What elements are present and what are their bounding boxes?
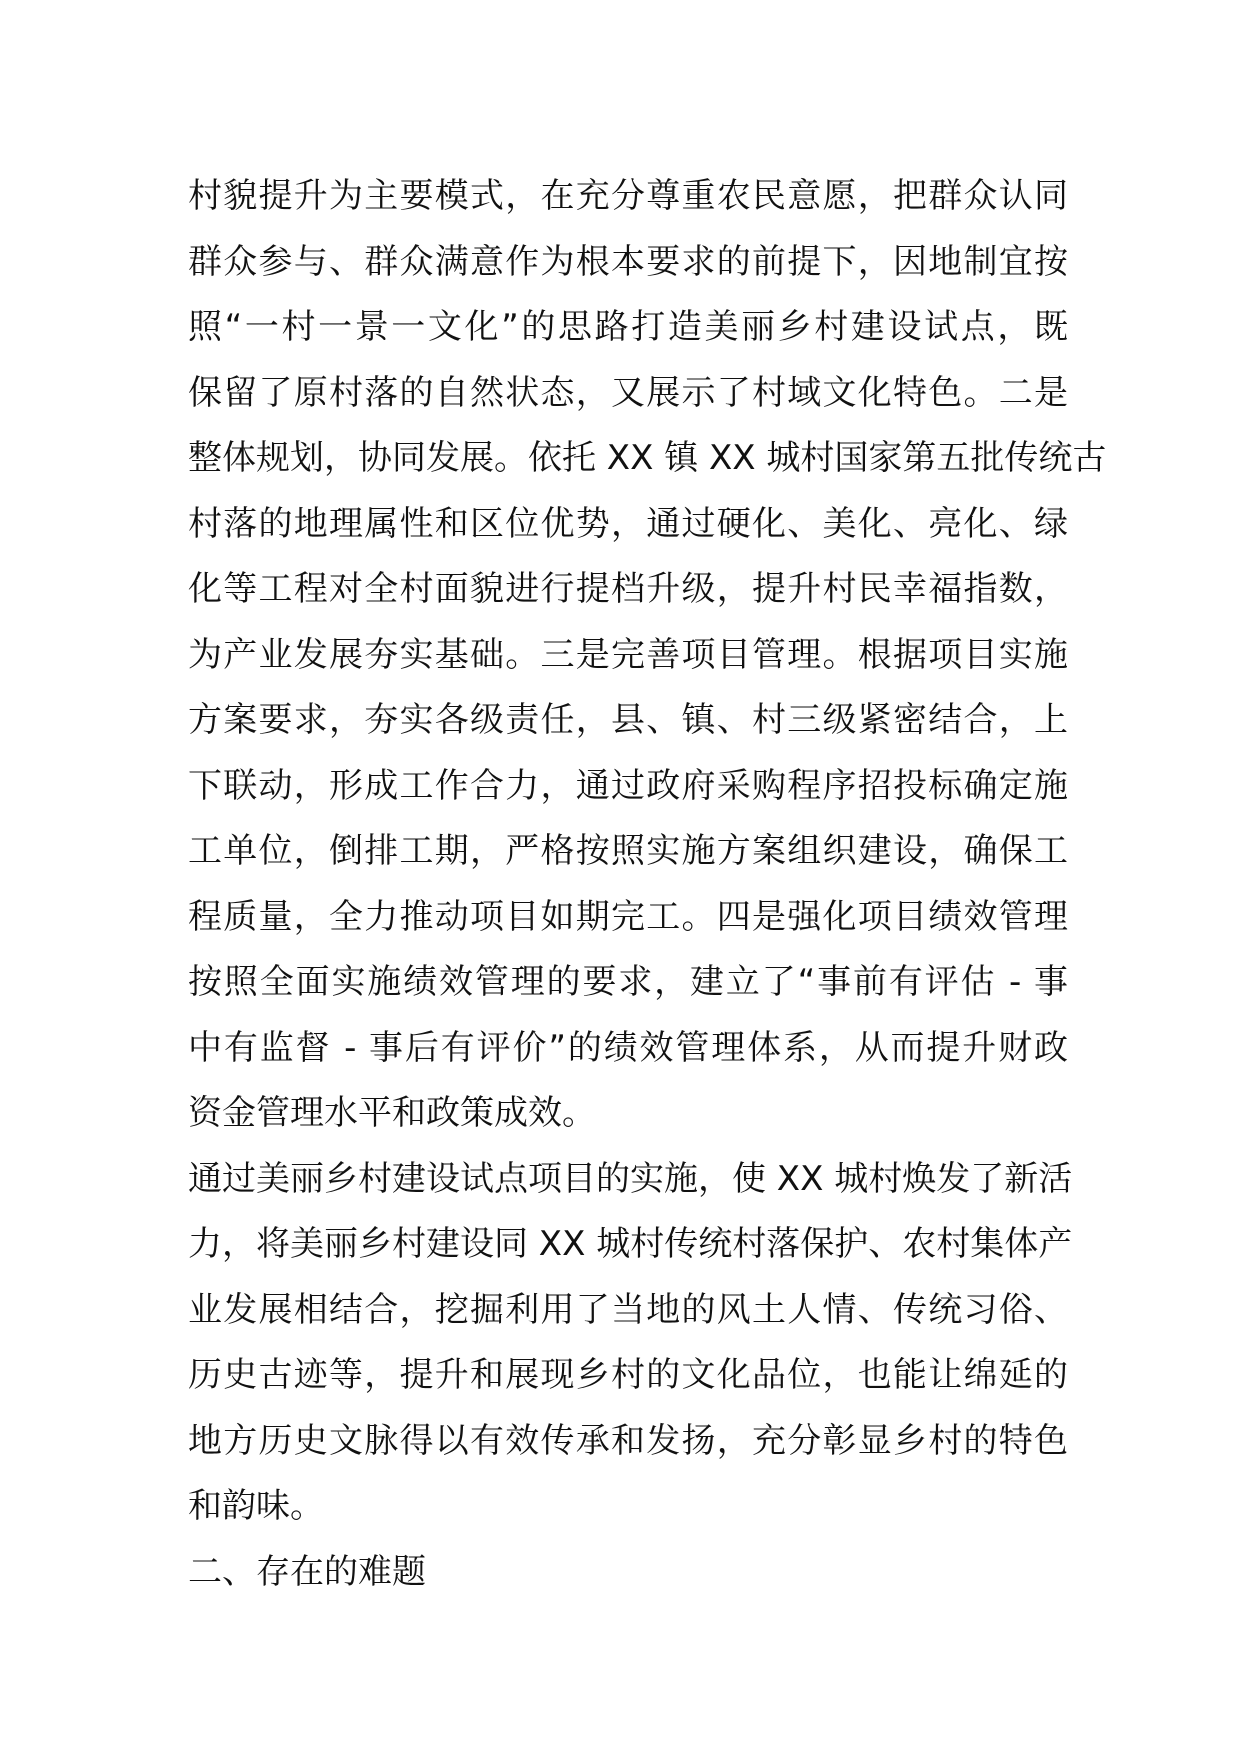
text-line: 保留了原村落的自然状态，又展示了村域文化特色。二是 bbox=[188, 372, 1068, 413]
text-line: 力，将美丽乡村建设同 XX 城村传统村落保护、农村集体产 bbox=[188, 1224, 1073, 1264]
text-line: 地方历史文脉得以有效传承和发扬，充分彰显乡村的特色 bbox=[188, 1420, 1068, 1461]
text-line: 为产业发展夯实基础。三是完善项目管理。根据项目实施 bbox=[188, 634, 1068, 675]
text-line: 群众参与、群众满意作为根本要求的前提下，因地制宜按 bbox=[188, 241, 1068, 282]
text-line: 工单位，倒排工期，严格按照实施方案组织建设，确保工 bbox=[188, 831, 1068, 871]
text-line: 村落的地理属性和区位优势，通过硬化、美化、亮化、绿 bbox=[188, 503, 1068, 544]
text-line: 照“一村一景一文化”的思路打造美丽乡村建设试点，既 bbox=[188, 307, 1068, 347]
text-line: 程质量，全力推动项目如期完工。四是强化项目绩效管理 bbox=[188, 896, 1068, 937]
text-line: 整体规划，协同发展。依托 XX 镇 XX 城村国家第五批传统古 bbox=[188, 438, 1107, 478]
paragraph-1 bbox=[188, 164, 1107, 1147]
text-line: 下联动，形成工作合力，通过政府采购程序招投标确定施 bbox=[188, 765, 1068, 806]
text-line: 资金管理水平和政策成效。 bbox=[188, 1093, 596, 1133]
text-line: 方案要求，夯实各级责任，县、镇、村三级紧密结合，上 bbox=[188, 700, 1068, 740]
text-line: 历史古迹等，提升和展现乡村的文化品位，也能让绵延的 bbox=[188, 1355, 1068, 1395]
text-line: 中有监督 - 事后有评价”的绩效管理体系，从而提升财政 bbox=[188, 1027, 1068, 1068]
text-line: 通过美丽乡村建设试点项目的实施，使 XX 城村焕发了新活 bbox=[188, 1158, 1073, 1199]
section-heading: 二、存在的难题 bbox=[188, 1551, 426, 1592]
text-line: 业发展相结合，挖掘利用了当地的风土人情、传统习俗、 bbox=[188, 1289, 1068, 1330]
text-line: 村貌提升为主要模式，在充分尊重农民意愿，把群众认同 bbox=[188, 176, 1068, 216]
text-line: 化等工程对全村面貌进行提档升级，提升村民幸福指数， bbox=[188, 569, 1068, 609]
text-line: 和韵味。 bbox=[188, 1486, 324, 1526]
text-line: 按照全面实施绩效管理的要求，建立了“事前有评估 - 事 bbox=[188, 962, 1068, 1002]
document-body bbox=[188, 164, 1107, 1605]
paragraph-2 bbox=[188, 1147, 1073, 1540]
